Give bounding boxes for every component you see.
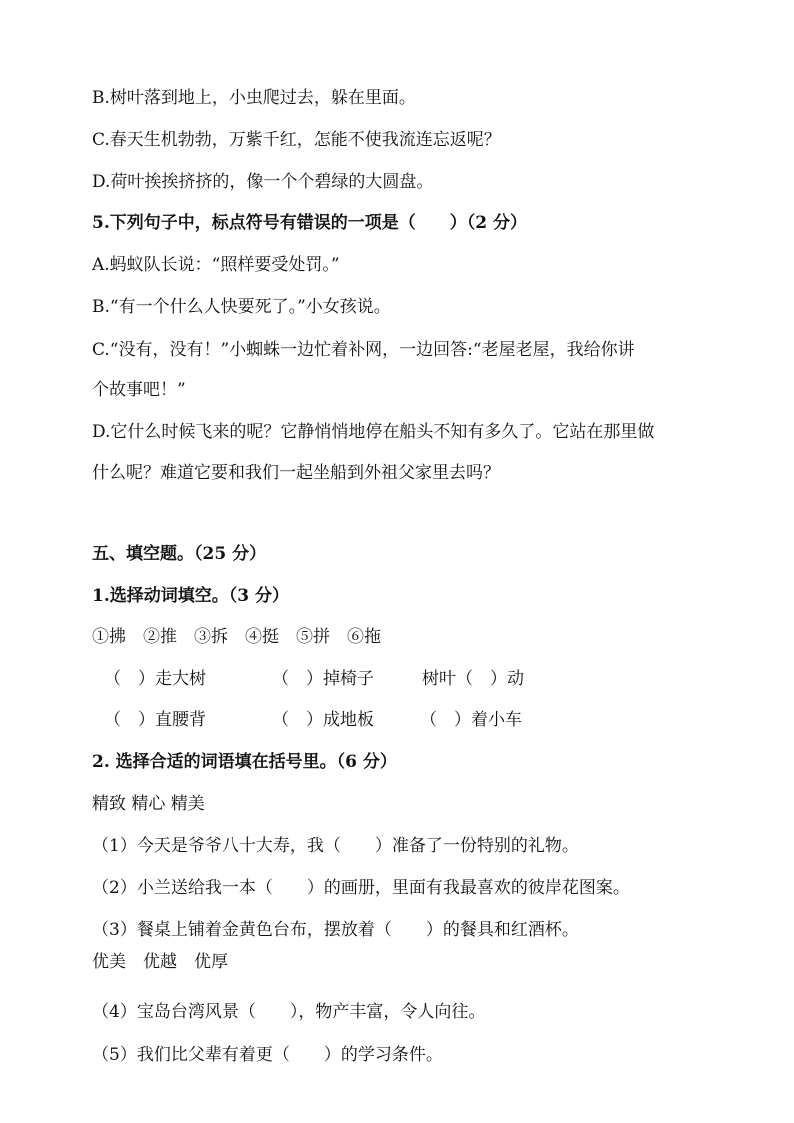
- fill-q2-item-3: （3）餐桌上铺着金黄色台布，摆放着（ ）的餐具和红酒杯。: [92, 920, 579, 940]
- q4-option-b: B.树叶落到地上，小虫爬过去，躲在里面。: [92, 88, 416, 108]
- fill-item: （ ）掉椅子: [272, 669, 374, 689]
- q5-option-d-line1: D.它什么时候飞来的呢？它静悄悄地停在船头不知有多久了。它站在那里做: [92, 422, 655, 442]
- q5-option-c-line2: 个故事吧！”: [92, 380, 186, 400]
- fill-q2-item-1: （1）今天是爷爷八十大寿，我（ ）准备了一份特别的礼物。: [92, 836, 579, 856]
- q5-option-c-line1: C.“没有，没有！”小蜘蛛一边忙着补网，一边回答:“老屋老屋，我给你讲: [92, 340, 635, 360]
- q5-option-a: A.蚂蚁队长说：“照样要受处罚。”: [92, 255, 340, 275]
- fill-q2-item-4: （4）宝岛台湾风景（ ），物产丰富，令人向往。: [92, 1002, 486, 1022]
- q5-option-b: B.“有一个什么人快要死了。”小女孩说。: [92, 297, 391, 317]
- fill-q2-item-2: （2）小兰送给我一本（ ）的画册，里面有我最喜欢的彼岸花图案。: [92, 878, 630, 898]
- fill-q2-item-5: （5）我们比父辈有着更（ ）的学习条件。: [92, 1045, 443, 1065]
- q5-option-d-line2: 什么呢？难道它要和我们一起坐船到外祖父家里去吗？: [92, 463, 500, 483]
- fill-item: 树叶（ ）动: [422, 669, 524, 689]
- q4-option-c: C.春天生机勃勃，万紫千红，怎能不使我流连忘返呢？: [92, 130, 501, 150]
- q5-title: 5.下列句子中，标点符号有错误的一项是（ ）（2 分）: [92, 213, 527, 233]
- fill-item: （ ）着小车: [420, 710, 522, 730]
- verb-options: ①拂 ②推 ③拆 ④挺 ⑤拼 ⑥拖: [92, 627, 381, 647]
- verb-fill-row-1: [104, 667, 744, 691]
- fill-item: （ ）成地板: [272, 710, 374, 730]
- fill-q1-title: 1.选择动词填空。（3 分）: [92, 586, 289, 606]
- fill-q2-title: 2. 选择合适的词语填在括号里。（6 分）: [92, 752, 397, 772]
- q4-option-d: D.荷叶挨挨挤挤的，像一个个碧绿的大圆盘。: [92, 172, 434, 192]
- fill-item: （ ）走大树: [104, 669, 206, 689]
- fill-item: （ ）直腰背: [104, 710, 206, 730]
- word-choices-1: 精致 精心 精美: [92, 794, 205, 814]
- verb-fill-row-2: [104, 708, 744, 732]
- word-choices-2: 优美 优越 优厚: [92, 952, 228, 972]
- section5-title: 五、填空题。（25 分）: [92, 544, 267, 564]
